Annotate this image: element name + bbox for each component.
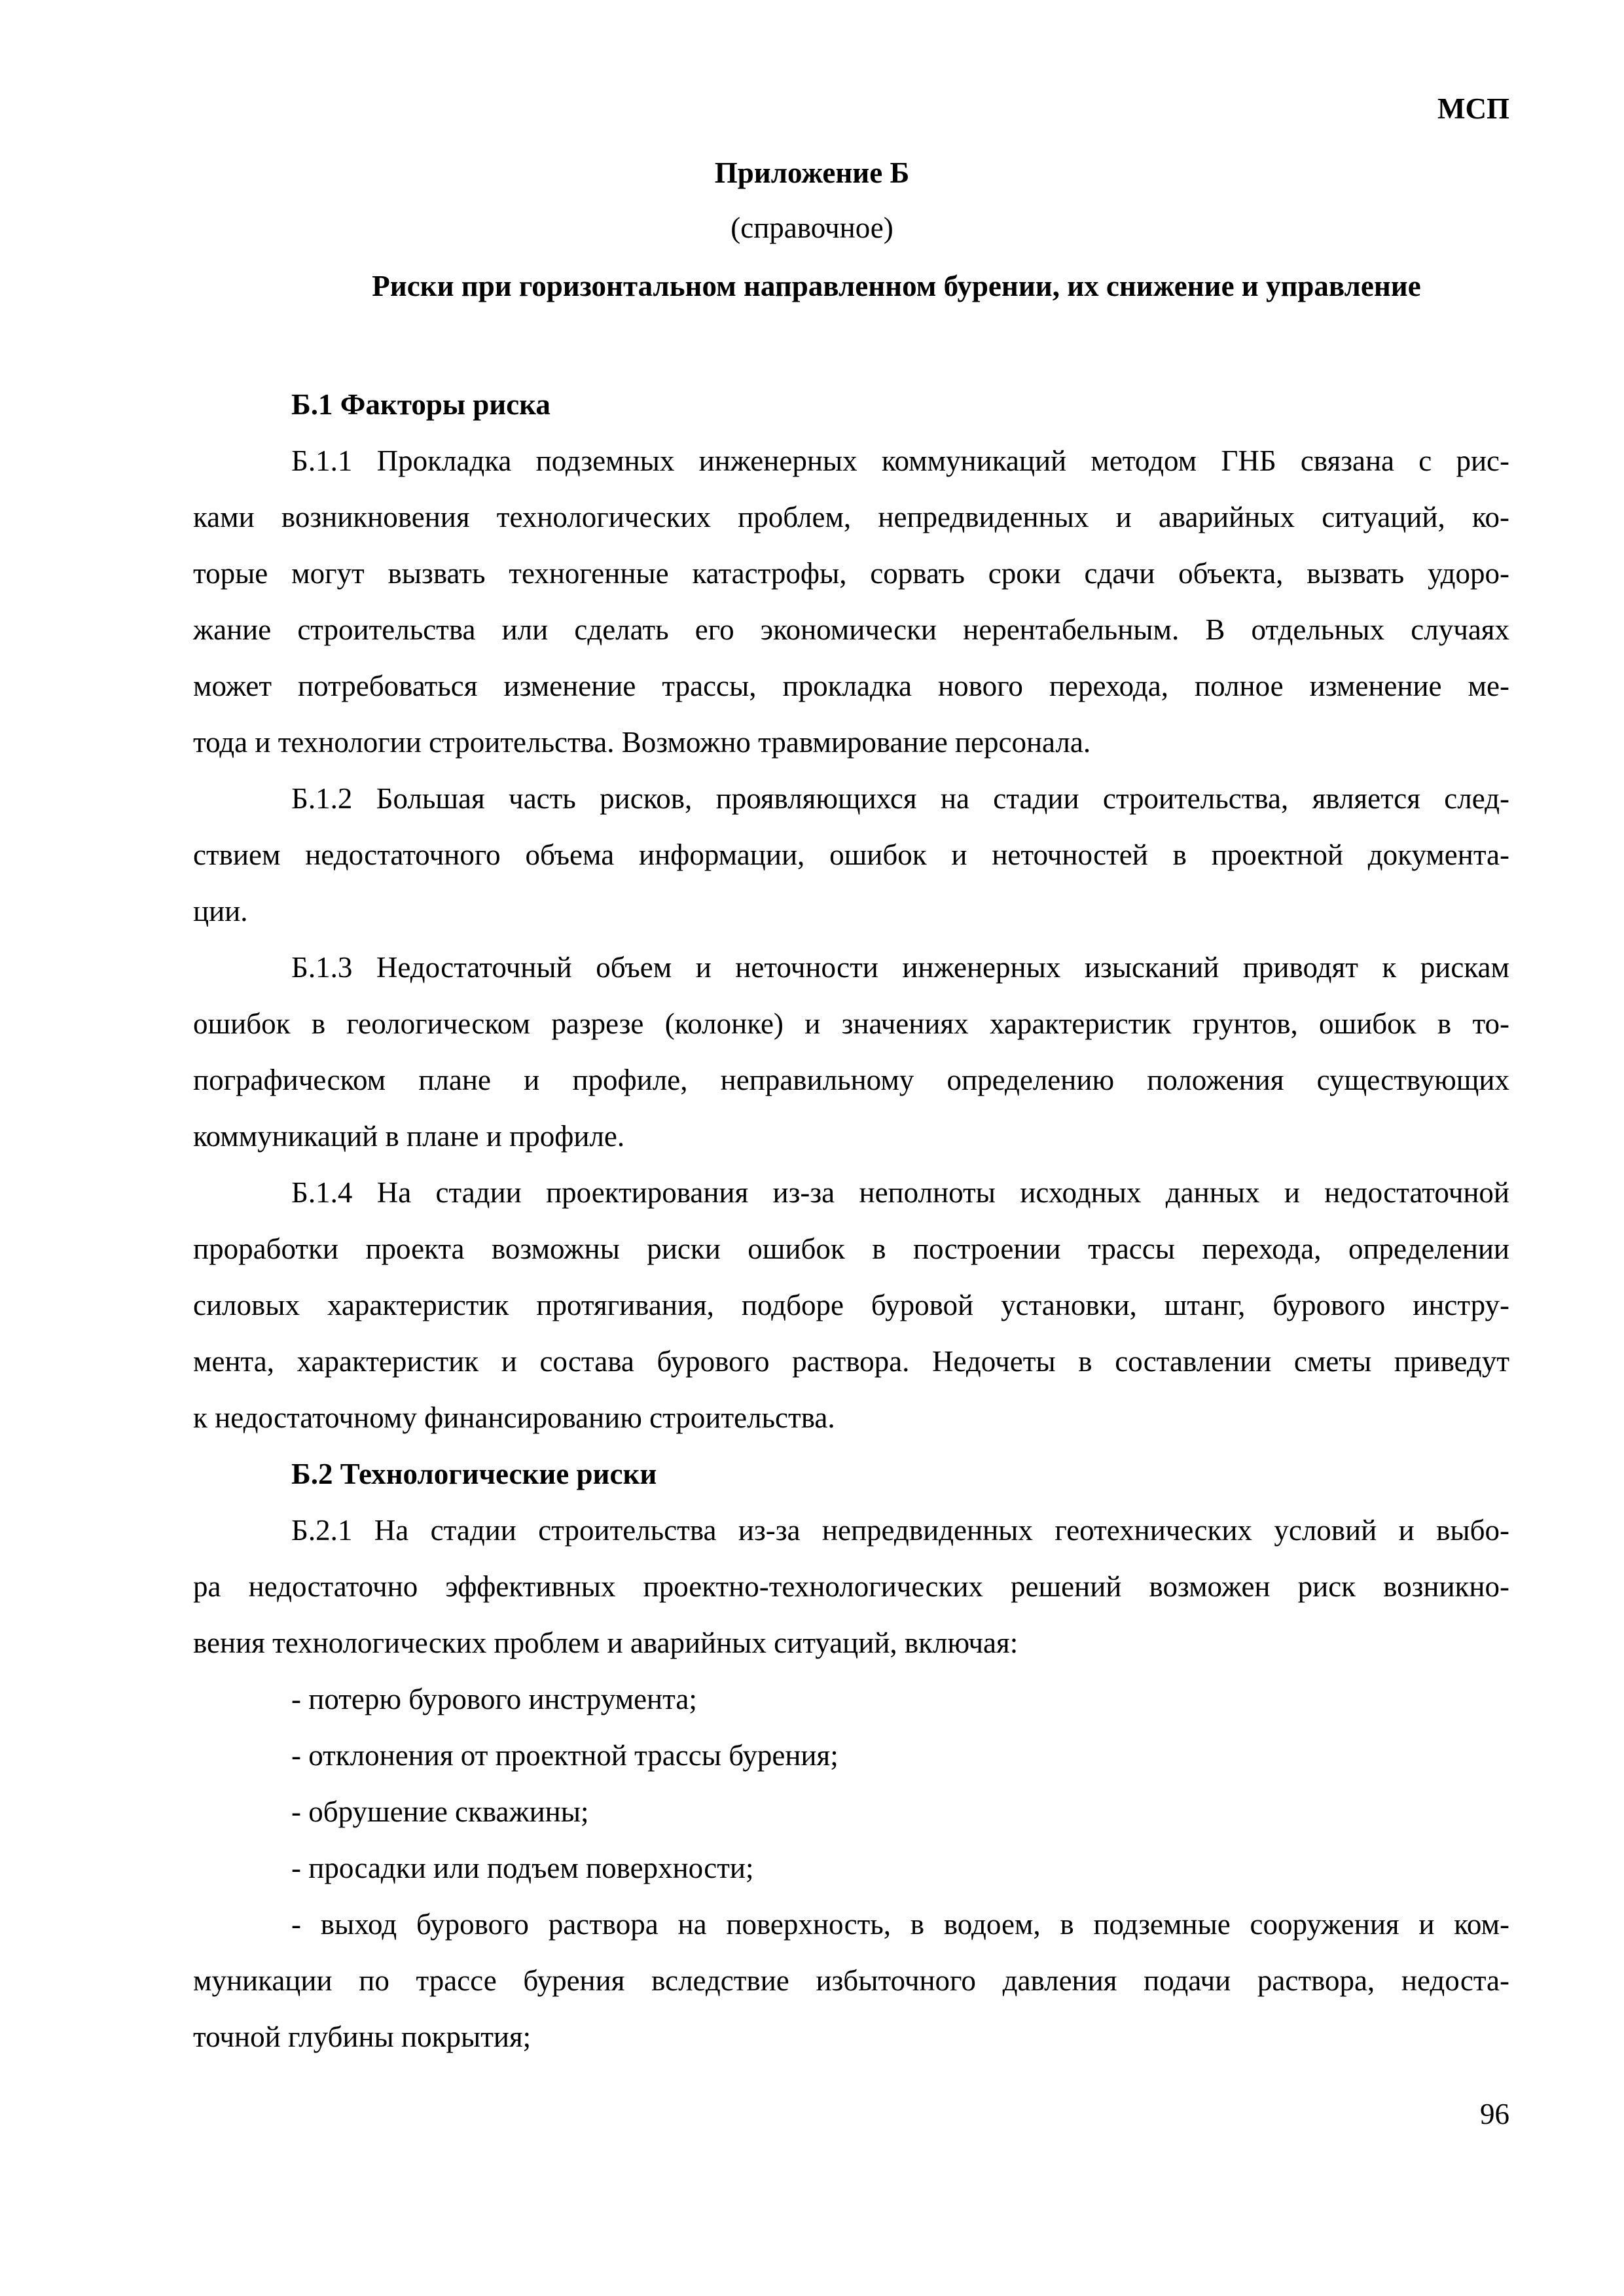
text-line: торые могут вызвать техногенные катастрофы, сорвать сроки сдачи объекта, вызвать удоро- [193, 557, 1509, 590]
text-line: - выход бурового раствора на поверхность, в водоем, в подземные сооружения и ком- [291, 1908, 1509, 1941]
text-line: может потребоваться изменение трассы, прокладка нового перехода, полное изменение ме- [193, 670, 1509, 702]
text-line: коммуникаций в плане и профиле. [193, 1120, 625, 1153]
text-line: Б.1.3 Недостаточный объем и неточности инженерных изысканий приводят к рискам [291, 951, 1509, 984]
paragraph-b1-3 [193, 939, 1509, 1164]
text-line: точной глубины покрытия; [193, 2020, 532, 2053]
list-item: - обрушение скважины; [291, 1795, 589, 1828]
text-line: Б.1.4 На стадии проектирования из-за неполноты исходных данных и недостаточной [291, 1176, 1509, 1209]
appendix-heading: Риски при горизонтальном направленном бурении, их снижение и управление [372, 270, 1421, 302]
page-number: 96 [1480, 2098, 1509, 2130]
text-line: Б.1.2 Большая часть рисков, проявляющихся на стадии строительства, является след- [291, 782, 1509, 815]
appendix-type: (справочное) [731, 211, 893, 244]
list-item: - просадки или подъем поверхности; [291, 1852, 754, 1884]
document-code: МСП [1437, 92, 1509, 125]
text-line: жание строительства или сделать его экономически нерентабельным. В отдельных случаях [193, 613, 1509, 646]
text-line: ра недостаточно эффективных проектно-технологических решений возможен риск возникно- [193, 1570, 1509, 1603]
text-line: тода и технологии строительства. Возможно травмирование персонала. [193, 726, 1091, 759]
list-item: - отклонения от проектной трассы бурения; [291, 1739, 839, 1772]
paragraph-b2-1 [193, 1502, 1509, 1671]
section-heading-b2: Б.2 Технологические риски [291, 1458, 657, 1490]
text-line: ствием недостаточного объема информации, ошибок и неточностей в проектной документа- [193, 838, 1509, 871]
text-line: вения технологических проблем и аварийных ситуаций, включая: [193, 1626, 1019, 1659]
text-line: к недостаточному финансированию строительства. [193, 1401, 835, 1434]
appendix-title: Приложение Б [714, 156, 910, 189]
text-line: проработки проекта возможны риски ошибок в построении трассы перехода, определении [193, 1232, 1509, 1265]
document-body [193, 376, 1509, 2065]
list-item: - потерю бурового инструмента; [291, 1683, 697, 1715]
list-item [193, 1896, 1509, 2065]
text-line: силовых характеристик протягивания, подборе буровой установки, штанг, бурового инстру- [193, 1289, 1509, 1321]
text-line: Б.1.1 Прокладка подземных инженерных коммуникаций методом ГНБ связана с рис- [291, 444, 1509, 477]
text-line: ции. [193, 895, 248, 927]
text-line: пографическом плане и профиле, неправильному определению положения существующих [193, 1064, 1509, 1096]
text-line: ками возникновения технологических проблем, непредвиденных и аварийных ситуаций, ко- [193, 501, 1509, 533]
paragraph-b1-2 [193, 770, 1509, 939]
text-line: муникации по трассе бурения вследствие избыточного давления подачи раствора, недоста- [193, 1964, 1509, 1997]
section-heading-b1: Б.1 Факторы риска [291, 388, 550, 421]
risk-list [193, 1671, 1509, 2065]
text-line: Б.2.1 На стадии строительства из-за непредвиденных геотехнических условий и выбо- [291, 1514, 1509, 1547]
text-line: ошибок в геологическом разрезе (колонке) и значениях характеристик грунтов, ошибок в то- [193, 1007, 1509, 1040]
text-line: мента, характеристик и состава бурового раствора. Недочеты в составлении сметы приведут [193, 1345, 1509, 1378]
paragraph-b1-1 [193, 433, 1509, 770]
paragraph-b1-4 [193, 1164, 1509, 1446]
